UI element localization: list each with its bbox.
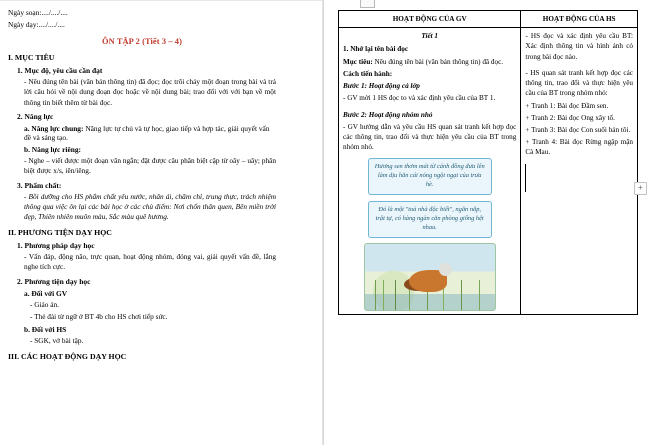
subheading-phuong-tien-day-hoc: 2. Phương tiện dạy học — [17, 276, 91, 286]
paragraph-nang-luc-rieng: - Nghe – viết được một đoạn văn ngắn; đặt được câu phân biệt cặp từ oây – uây; phân biệt được x/s, iên/iêng. — [24, 156, 276, 176]
right-page — [324, 0, 650, 445]
illustration-rung-ngap-man — [364, 243, 496, 311]
table-header-row — [339, 11, 638, 28]
paragraph-phuong-phap: - Vấn đáp, động não, trực quan, hoạt động nhóm, đóng vai, giải quyết vấn đề, lắng nghe tích cực. — [24, 251, 276, 272]
subheading-muc-do: 1. Mục độ, yêu cầu cần đạt — [17, 65, 103, 75]
hs-item: + Tranh 3: Bài đọc Con suối bản tôi. — [525, 125, 631, 134]
left-page-content — [8, 8, 276, 361]
page-title: ÔN TẬP 2 (Tiết 3 – 4) — [102, 36, 182, 46]
activities-table — [338, 10, 638, 315]
left-page — [0, 0, 324, 445]
paragraph-sgk: - SGK, vở bài tập. — [30, 336, 84, 346]
hs-paragraph-1: - HS đọc và xác định yêu cầu BT: Xác định thông tin và hình ảnh có trong bài đọc nào. — [525, 32, 633, 61]
gv-cach-tien-hanh: Cách tiến hành: — [343, 69, 393, 78]
hs-item: + Tranh 1: Bài đọc Đầm sen. — [525, 101, 609, 110]
hs-item: + Tranh 2: Bài đọc Ong xây tổ. — [525, 113, 615, 122]
section-heading-cac-hoat-dong: III. CÁC HOẠT ĐỘNG DẠY HỌC — [8, 351, 127, 361]
column-header-gv: HOẠT ĐỘNG CỦA GV — [339, 11, 521, 28]
subheading-nang-luc-rieng: b. Năng lực riêng: — [24, 145, 81, 155]
hs-paragraph-2: - HS quan sát tranh kết hợp đọc các thông tin, trao đổi và thực hiện yêu cầu của BT trong nhóm nhỏ: — [525, 68, 633, 98]
add-button[interactable]: + — [634, 182, 647, 195]
tiet-label: Tiết 1 — [421, 32, 439, 41]
column-header-hs: HOẠT ĐỘNG CỦA HS — [521, 11, 638, 28]
paragraph-giao-an: - Giáo án. — [30, 299, 59, 309]
paragraph-the-tu-ngu: - Thẻ đài từ ngữ ở BT 4b cho HS chơi tiếp sức. — [30, 311, 168, 321]
tab-marker — [360, 0, 375, 8]
gv-buoc-1: Bước 1: Hoạt động cả lớp — [343, 82, 420, 91]
paragraph-pham-chat: - Bồi dưỡng cho HS phẩm chất yêu nước, nhân ái, chăm chỉ, trung thực, trách nhiệm thông qua việc ôn lại các bài học ở các chủ điểm: Nơi chốn thân quen, Bên miền trời đẹp, Thiên nhiên muôn màu, Sắc màu quê hương. — [24, 191, 276, 222]
section-heading-muc-tieu: I. MỤC TIÊU — [8, 52, 55, 62]
gv-buoc-2-text: - GV hướng dẫn và yêu cầu HS quan sát tranh kết hợp đọc các thông tin, trao đổi và thực hiện yêu cầu của BT trong nhóm nhỏ. — [343, 122, 517, 152]
photo-bird — [409, 270, 447, 292]
text-muc-tieu: Nêu đúng tên bài (văn bản thông tin) đã đọc. — [372, 57, 504, 66]
paragraph-muc-do: - Nêu đúng tên bài (văn bản thông tin) đã đọc; đọc trôi chảy một đoạn trong bài và trả lời câu hỏi về nội dung đoạn đọc hoặc về nội dung bài; trao đổi với với bạn về một thông tin biết thêm từ bài đọc. — [24, 76, 276, 107]
hs-item: + Tranh 4: Bài đọc Rừng ngập mặn Cà Mau. — [525, 138, 633, 157]
label-nang-luc-chung: a. Năng lực chung: — [24, 124, 84, 134]
subheading-pham-chat: 3. Phẩm chất: — [17, 180, 62, 190]
illustration-dam-sen-caption: Hương sen thơm mát từ cánh đồng đưa lên làm dịu hẳn cái nóng ngột ngạt của trưa hè. — [368, 158, 492, 195]
meta-ngay-day: Ngày dạy:..../..../.... — [8, 19, 65, 29]
gv-buoc-1-text: - GV mời 1 HS đọc to và xác định yêu cầu của BT 1. — [343, 94, 496, 103]
subheading-nang-luc: 2. Năng lực — [17, 112, 54, 122]
cell-hs — [521, 28, 638, 315]
subheading-doi-voi-gv: a. Đối với GV — [24, 288, 68, 298]
text-nang-luc-chung: Năng lực tự chủ và tự học, giao tiếp và hợp tác, giải quyết vấn đề và sáng tạo. — [24, 124, 270, 143]
meta-ngay-soan: Ngày soạn:..../..../.... — [8, 8, 68, 17]
page-divider — [322, 0, 323, 445]
label-muc-tieu: Mục tiêu: — [343, 57, 373, 66]
subheading-nang-luc-chung — [8, 124, 276, 142]
cell-gv — [339, 28, 521, 315]
gv-buoc-2: Bước 2: Hoạt động nhóm nhỏ — [343, 110, 433, 119]
section-heading-phuong-tien: II. PHƯƠNG TIỆN DẠY HỌC — [8, 227, 112, 237]
table-row — [339, 28, 638, 315]
page-top-rule — [0, 0, 323, 1]
subheading-doi-voi-hs: b. Đối với HS — [24, 325, 67, 335]
subheading-phuong-phap: 1. Phương pháp dạy học — [17, 240, 95, 250]
text-cursor — [525, 164, 526, 192]
illustration-ong-xay-to-caption: Đó là một "toà nhà độc biết", ngăn nắp, trật tự, có hàng ngàn căn phòng giống hệt nhau. — [368, 201, 492, 238]
gv-muc-tieu — [343, 57, 516, 67]
gv-heading-nho-lai: 1. Nhớ lại tên bài đọc — [343, 45, 409, 54]
